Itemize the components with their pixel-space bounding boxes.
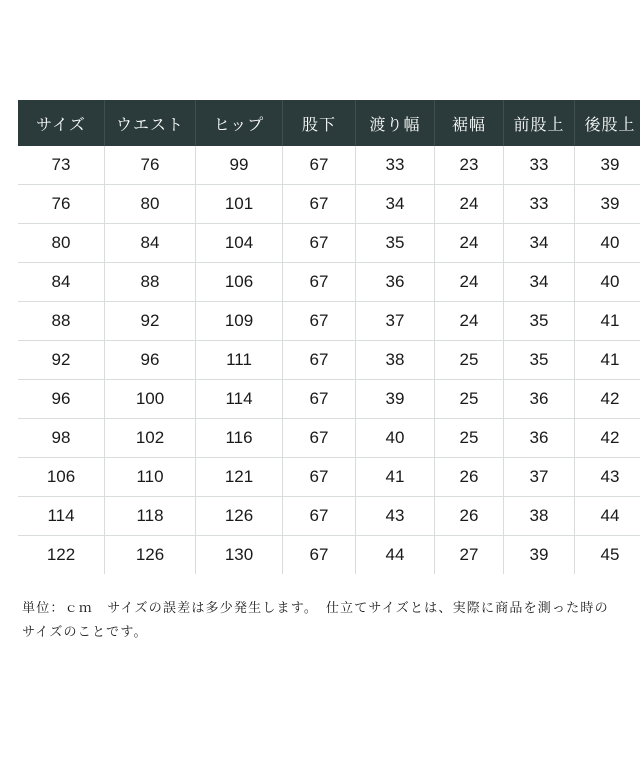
cell-thigh-width: 35: [356, 224, 435, 263]
cell-size: 73: [18, 146, 105, 185]
cell-hem-width: 26: [435, 497, 504, 536]
cell-inseam: 67: [283, 263, 356, 302]
cell-size: 92: [18, 341, 105, 380]
cell-thigh-width: 44: [356, 536, 435, 575]
cell-hem-width: 23: [435, 146, 504, 185]
table-header-row: [18, 100, 640, 146]
cell-front-rise: 33: [504, 146, 575, 185]
cell-hip: 106: [196, 263, 283, 302]
table-row: [18, 224, 640, 263]
cell-thigh-width: 40: [356, 419, 435, 458]
cell-inseam: 67: [283, 380, 356, 419]
cell-waist: 126: [105, 536, 196, 575]
cell-thigh-width: 33: [356, 146, 435, 185]
cell-back-rise: 40: [575, 224, 640, 263]
cell-inseam: 67: [283, 302, 356, 341]
cell-front-rise: 38: [504, 497, 575, 536]
cell-back-rise: 39: [575, 185, 640, 224]
cell-front-rise: 37: [504, 458, 575, 497]
cell-back-rise: 42: [575, 419, 640, 458]
cell-hem-width: 24: [435, 224, 504, 263]
cell-hip: 109: [196, 302, 283, 341]
cell-size: 96: [18, 380, 105, 419]
cell-front-rise: 36: [504, 419, 575, 458]
cell-back-rise: 43: [575, 458, 640, 497]
cell-waist: 80: [105, 185, 196, 224]
cell-size: 80: [18, 224, 105, 263]
table-row: [18, 380, 640, 419]
cell-thigh-width: 41: [356, 458, 435, 497]
size-table-body: [18, 146, 640, 574]
cell-hip: 104: [196, 224, 283, 263]
cell-size: 84: [18, 263, 105, 302]
cell-hem-width: 26: [435, 458, 504, 497]
cell-size: 114: [18, 497, 105, 536]
table-row: [18, 536, 640, 575]
cell-front-rise: 34: [504, 224, 575, 263]
cell-hem-width: 24: [435, 263, 504, 302]
cell-front-rise: 39: [504, 536, 575, 575]
cell-back-rise: 42: [575, 380, 640, 419]
cell-size: 88: [18, 302, 105, 341]
cell-waist: 84: [105, 224, 196, 263]
cell-hem-width: 24: [435, 302, 504, 341]
table-row: [18, 146, 640, 185]
cell-waist: 76: [105, 146, 196, 185]
cell-hem-width: 27: [435, 536, 504, 575]
cell-size: 106: [18, 458, 105, 497]
cell-hip: 99: [196, 146, 283, 185]
cell-back-rise: 45: [575, 536, 640, 575]
cell-hem-width: 25: [435, 419, 504, 458]
cell-inseam: 67: [283, 185, 356, 224]
cell-thigh-width: 37: [356, 302, 435, 341]
column-header-thigh-width: 渡り幅: [356, 100, 435, 146]
cell-inseam: 67: [283, 419, 356, 458]
cell-waist: 118: [105, 497, 196, 536]
cell-inseam: 67: [283, 458, 356, 497]
cell-waist: 102: [105, 419, 196, 458]
cell-front-rise: 35: [504, 341, 575, 380]
size-table-head: [18, 100, 640, 146]
cell-thigh-width: 34: [356, 185, 435, 224]
cell-inseam: 67: [283, 536, 356, 575]
cell-inseam: 67: [283, 497, 356, 536]
cell-size: 76: [18, 185, 105, 224]
cell-hip: 101: [196, 185, 283, 224]
size-table-card: [18, 100, 636, 574]
cell-hip: 116: [196, 419, 283, 458]
cell-front-rise: 35: [504, 302, 575, 341]
cell-back-rise: 41: [575, 302, 640, 341]
table-row: [18, 458, 640, 497]
cell-thigh-width: 39: [356, 380, 435, 419]
cell-hem-width: 24: [435, 185, 504, 224]
column-header-inseam: 股下: [283, 100, 356, 146]
size-table: [18, 100, 640, 574]
cell-hem-width: 25: [435, 380, 504, 419]
measurement-note: 単位：ｃｍ サイズの誤差は多少発生します。 仕立てサイズとは、実際に商品を測った時のサイズのことです。: [22, 600, 609, 640]
cell-front-rise: 36: [504, 380, 575, 419]
cell-waist: 110: [105, 458, 196, 497]
cell-hip: 130: [196, 536, 283, 575]
column-header-back-rise: 後股上: [575, 100, 640, 146]
cell-back-rise: 40: [575, 263, 640, 302]
table-row: [18, 185, 640, 224]
cell-inseam: 67: [283, 146, 356, 185]
cell-front-rise: 33: [504, 185, 575, 224]
cell-back-rise: 44: [575, 497, 640, 536]
table-row: [18, 302, 640, 341]
cell-inseam: 67: [283, 224, 356, 263]
cell-size: 98: [18, 419, 105, 458]
cell-back-rise: 41: [575, 341, 640, 380]
column-header-front-rise: 前股上: [504, 100, 575, 146]
cell-waist: 88: [105, 263, 196, 302]
cell-hip: 121: [196, 458, 283, 497]
table-row: [18, 497, 640, 536]
cell-thigh-width: 36: [356, 263, 435, 302]
column-header-hem-width: 裾幅: [435, 100, 504, 146]
column-header-waist: ウエスト: [105, 100, 196, 146]
cell-waist: 96: [105, 341, 196, 380]
table-row: [18, 341, 640, 380]
cell-waist: 92: [105, 302, 196, 341]
cell-hip: 114: [196, 380, 283, 419]
cell-front-rise: 34: [504, 263, 575, 302]
table-row: [18, 419, 640, 458]
cell-size: 122: [18, 536, 105, 575]
cell-back-rise: 39: [575, 146, 640, 185]
cell-hip: 111: [196, 341, 283, 380]
cell-thigh-width: 38: [356, 341, 435, 380]
cell-thigh-width: 43: [356, 497, 435, 536]
cell-waist: 100: [105, 380, 196, 419]
column-header-size: サイズ: [18, 100, 105, 146]
cell-inseam: 67: [283, 341, 356, 380]
cell-hip: 126: [196, 497, 283, 536]
column-header-hip: ヒップ: [196, 100, 283, 146]
cell-hem-width: 25: [435, 341, 504, 380]
table-row: [18, 263, 640, 302]
